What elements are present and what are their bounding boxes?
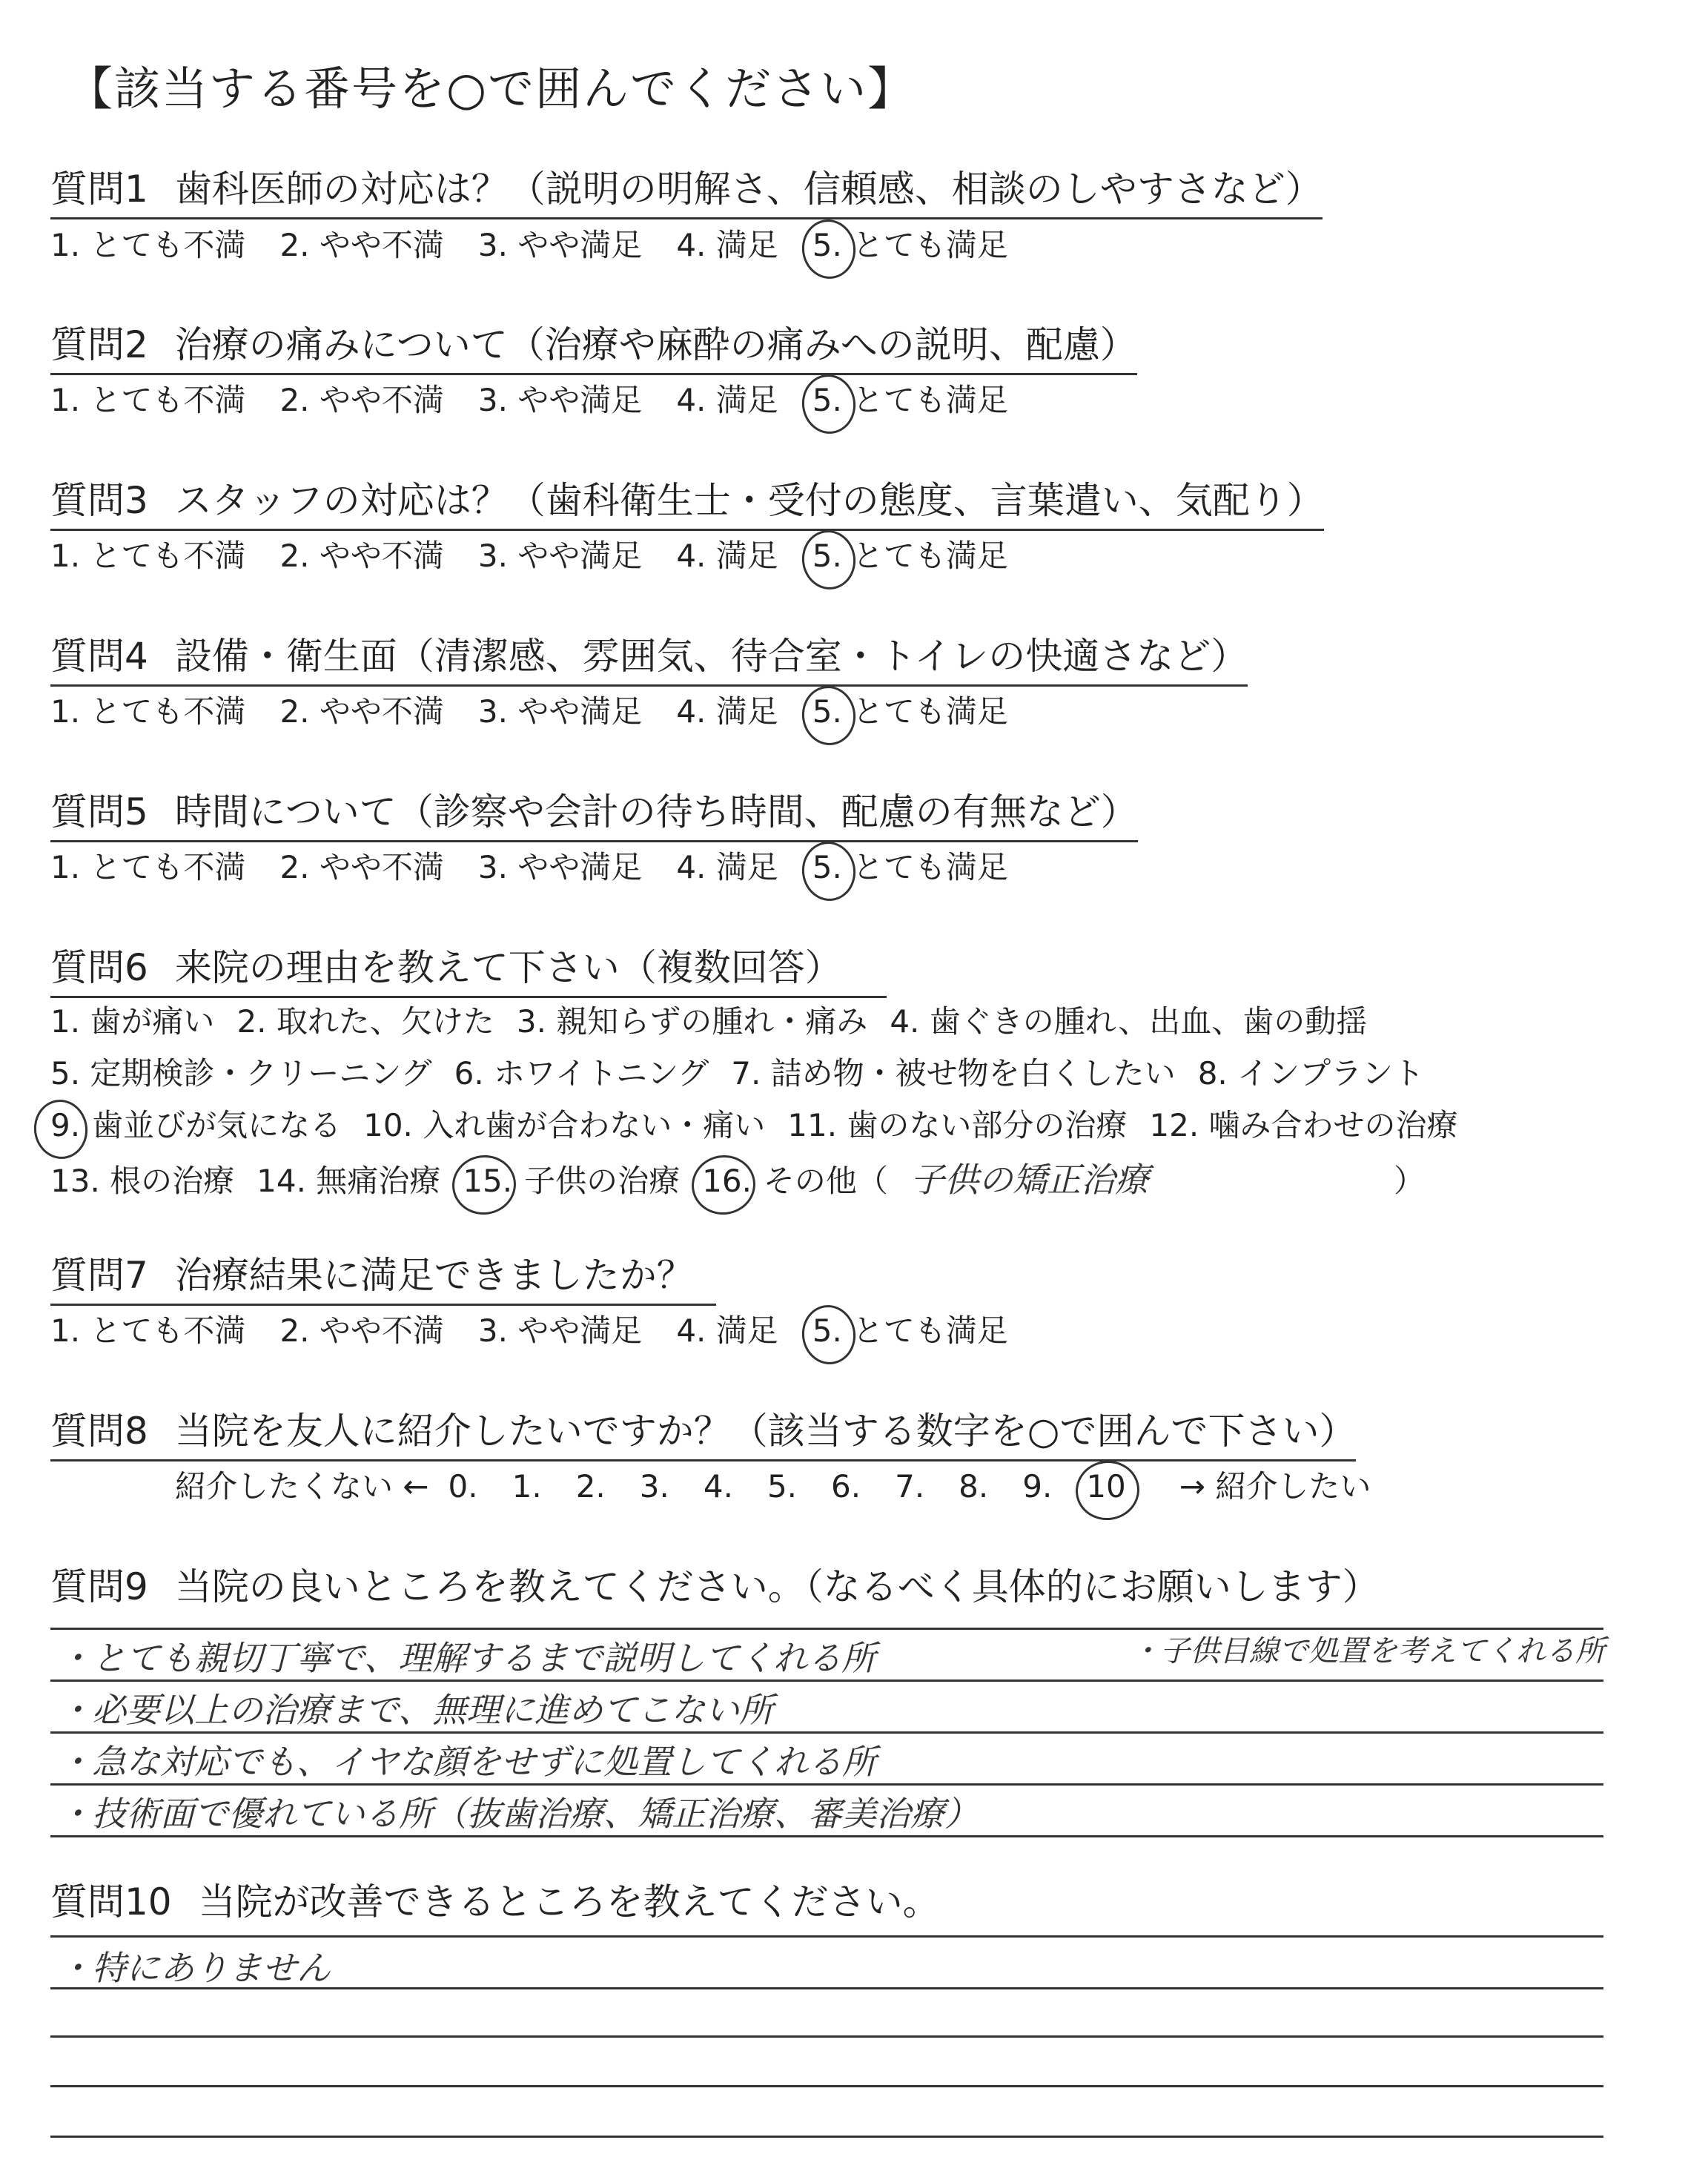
question-text: 治療の痛みについて（治療や麻酔の痛みへの説明、配慮） — [174, 323, 1137, 366]
reason-16-label: その他（ — [763, 1163, 888, 1199]
option-4[interactable]: 4. 満足 — [676, 693, 778, 730]
question-5-options — [50, 843, 1042, 888]
good-point-3[interactable]: ・必要以上の治療まで、無理に進めてこない所 — [58, 1690, 774, 1730]
reason-1[interactable]: 1. 歯が痛い — [50, 1003, 215, 1040]
page-title: 【該当する番号を○で囲んでください】 — [67, 62, 916, 116]
question-6-row-4 — [50, 1153, 1425, 1202]
reason-7[interactable]: 7. 詰め物・被せ物を白くしたい — [731, 1055, 1176, 1091]
question-number: 質問3 — [50, 479, 148, 522]
option-3[interactable]: 3. やや満足 — [477, 227, 643, 263]
option-5-label: とても満足 — [852, 382, 1008, 418]
question-number: 質問4 — [50, 635, 148, 678]
reason-12[interactable]: 12. 噛み合わせの治療 — [1149, 1107, 1458, 1143]
question-text: 時間について（診察や会計の待ち時間、配慮の有無など） — [174, 790, 1138, 833]
answer-line — [50, 1935, 1603, 1938]
scale-option-5[interactable]: 5. — [767, 1468, 798, 1505]
option-5-circled[interactable]: 5. — [812, 693, 842, 730]
reason-8[interactable]: 8. インプラント — [1197, 1055, 1425, 1091]
question-number: 質問1 — [50, 168, 148, 211]
option-4[interactable]: 4. 満足 — [676, 382, 778, 418]
option-3[interactable]: 3. やや満足 — [477, 849, 643, 885]
question-3-heading — [50, 471, 1324, 531]
option-1[interactable]: 1. とても不満 — [50, 382, 246, 418]
option-4[interactable]: 4. 満足 — [676, 849, 778, 885]
question-4-heading — [50, 627, 1248, 687]
scale-option-2[interactable]: 2. — [575, 1468, 606, 1505]
answer-line — [50, 1835, 1603, 1837]
option-3[interactable]: 3. やや満足 — [477, 1312, 643, 1349]
question-10-heading — [50, 1872, 940, 1930]
question-6-row-1 — [50, 997, 1401, 1042]
option-1[interactable]: 1. とても不満 — [50, 538, 246, 574]
option-2[interactable]: 2. やや不満 — [279, 227, 444, 263]
reason-14[interactable]: 14. 無痛治療 — [256, 1163, 441, 1199]
scale-left-label: 紹介したくない ← — [175, 1468, 429, 1505]
question-6-row-2 — [50, 1049, 1458, 1094]
question-text: 来院の理由を教えて下さい（複数回答） — [174, 946, 842, 989]
answer-line — [50, 1680, 1603, 1682]
reason-16-circled[interactable]: 16. — [702, 1163, 752, 1199]
answer-line — [50, 2085, 1603, 2087]
question-7-options — [50, 1307, 1042, 1351]
option-5-label: とても満足 — [852, 227, 1008, 263]
option-3[interactable]: 3. やや満足 — [477, 693, 643, 730]
option-1[interactable]: 1. とても不満 — [50, 1312, 246, 1349]
good-point-1[interactable]: ・とても親切丁寧で、理解するまで説明してくれる所 — [58, 1638, 876, 1678]
answer-line — [50, 1987, 1603, 1989]
scale-option-3[interactable]: 3. — [639, 1468, 669, 1505]
option-1[interactable]: 1. とても不満 — [50, 693, 246, 730]
question-3-options — [50, 532, 1042, 576]
scale-option-7[interactable]: 7. — [895, 1468, 925, 1505]
question-number: 質問10 — [50, 1880, 172, 1923]
option-5-label: とても満足 — [852, 1312, 1008, 1349]
reason-2[interactable]: 2. 取れた、欠けた — [236, 1003, 494, 1040]
scale-option-9[interactable]: 9. — [1022, 1468, 1053, 1505]
question-1-heading — [50, 159, 1323, 219]
closing-paren: ） — [1393, 1163, 1425, 1199]
question-4-options — [50, 687, 1042, 732]
question-number: 質問2 — [50, 323, 148, 366]
option-5-circled[interactable]: 5. — [812, 538, 842, 574]
question-1-options — [50, 221, 1042, 265]
question-text: スタッフの対応は？（歯科衛生士・受付の態度、言葉遣い、気配り） — [174, 479, 1324, 522]
question-2-heading — [50, 315, 1137, 375]
scale-option-0[interactable]: 0. — [448, 1468, 478, 1505]
option-5-label: とても満足 — [852, 849, 1008, 885]
question-number: 質問6 — [50, 946, 148, 989]
option-2[interactable]: 2. やや不満 — [279, 538, 444, 574]
option-2[interactable]: 2. やや不満 — [279, 693, 444, 730]
question-number: 質問7 — [50, 1254, 148, 1297]
question-7-heading — [50, 1246, 716, 1306]
option-2[interactable]: 2. やや不満 — [279, 382, 444, 418]
scale-option-10[interactable]: 10 — [1086, 1468, 1126, 1505]
question-text: 設備・衛生面（清潔感、雰囲気、待合室・トイレの快適さなど） — [174, 635, 1248, 678]
answer-line — [50, 2136, 1603, 2138]
reason-3[interactable]: 3. 親知らずの腫れ・痛み — [516, 1003, 868, 1040]
option-3[interactable]: 3. やや満足 — [477, 382, 643, 418]
reason-5[interactable]: 5. 定期検診・クリーニング — [50, 1055, 432, 1091]
improvement-1[interactable]: ・特にありません — [58, 1948, 331, 1988]
option-4[interactable]: 4. 満足 — [676, 1312, 778, 1349]
question-text: 当院が改善できるところを教えてください。 — [198, 1880, 940, 1923]
scale-items — [448, 1468, 1160, 1505]
scale-option-1[interactable]: 1. — [512, 1468, 542, 1505]
scale-option-4[interactable]: 4. — [703, 1468, 733, 1505]
question-5-heading — [50, 782, 1138, 842]
reason-4[interactable]: 4. 歯ぐきの腫れ、出血、歯の動揺 — [890, 1003, 1368, 1040]
option-5-label: とても満足 — [852, 538, 1008, 574]
question-8-heading — [50, 1401, 1356, 1462]
question-number: 質問9 — [50, 1565, 148, 1608]
question-9-heading — [50, 1557, 1380, 1615]
reason-10[interactable]: 10. 入れ歯が合わない・痛い — [363, 1107, 766, 1143]
question-8-scale — [156, 1462, 1390, 1507]
option-5-label: とても満足 — [852, 693, 1008, 730]
option-1[interactable]: 1. とても不満 — [50, 849, 246, 885]
scale-right-label: → 紹介したい — [1179, 1468, 1371, 1505]
reason-11[interactable]: 11. 歯のない部分の治療 — [787, 1107, 1128, 1143]
reason-15-circled[interactable]: 15. — [463, 1163, 513, 1199]
question-6-heading — [50, 938, 887, 998]
question-number: 質問8 — [50, 1410, 148, 1453]
good-point-2[interactable]: ・子供目線で処置を考えてくれる所 — [1131, 1634, 1605, 1668]
option-5-circled[interactable]: 5. — [812, 849, 842, 885]
question-text: 治療結果に満足できましたか？ — [174, 1254, 694, 1297]
question-number: 質問5 — [50, 790, 148, 833]
other-reason-handwritten[interactable]: 子供の矯正治療 — [910, 1160, 1149, 1200]
option-3[interactable]: 3. やや満足 — [477, 538, 643, 574]
question-text: 歯科医師の対応は？（説明の明解さ、信頼感、相談のしやすさなど） — [174, 168, 1323, 211]
reason-15-label: 子供の治療 — [524, 1163, 681, 1199]
option-5-circled[interactable]: 5. — [812, 227, 842, 263]
question-text: 当院を友人に紹介したいですか？（該当する数字を○で囲んで下さい） — [174, 1410, 1357, 1453]
question-2-options — [50, 376, 1042, 420]
question-text: 当院の良いところを教えてください。（なるべく具体的にお願いします） — [174, 1565, 1380, 1608]
good-point-4[interactable]: ・急な対応でも、イヤな顔をせずに処置してくれる所 — [58, 1742, 876, 1782]
option-2[interactable]: 2. やや不満 — [279, 849, 444, 885]
answer-line — [50, 2035, 1603, 2038]
reason-9-label: 歯並びが気になる — [92, 1107, 342, 1143]
reason-13[interactable]: 13. 根の治療 — [50, 1163, 235, 1199]
good-point-5[interactable]: ・技術面で優れている所（抜歯治療、矯正治療、審美治療） — [58, 1794, 979, 1834]
reason-6[interactable]: 6. ホワイトニング — [454, 1055, 709, 1091]
scale-option-8[interactable]: 8. — [959, 1468, 989, 1505]
option-5-circled[interactable]: 5. — [812, 1312, 842, 1349]
answer-line — [50, 1731, 1603, 1734]
option-1[interactable]: 1. とても不満 — [50, 227, 246, 263]
option-4[interactable]: 4. 満足 — [676, 538, 778, 574]
option-4[interactable]: 4. 満足 — [676, 227, 778, 263]
option-5-circled[interactable]: 5. — [812, 382, 842, 418]
reason-9-circled[interactable]: 9. — [50, 1107, 81, 1143]
scale-option-6[interactable]: 6. — [831, 1468, 861, 1505]
question-6-row-3 — [50, 1101, 1492, 1146]
answer-line — [50, 1783, 1603, 1786]
option-2[interactable]: 2. やや不満 — [279, 1312, 444, 1349]
